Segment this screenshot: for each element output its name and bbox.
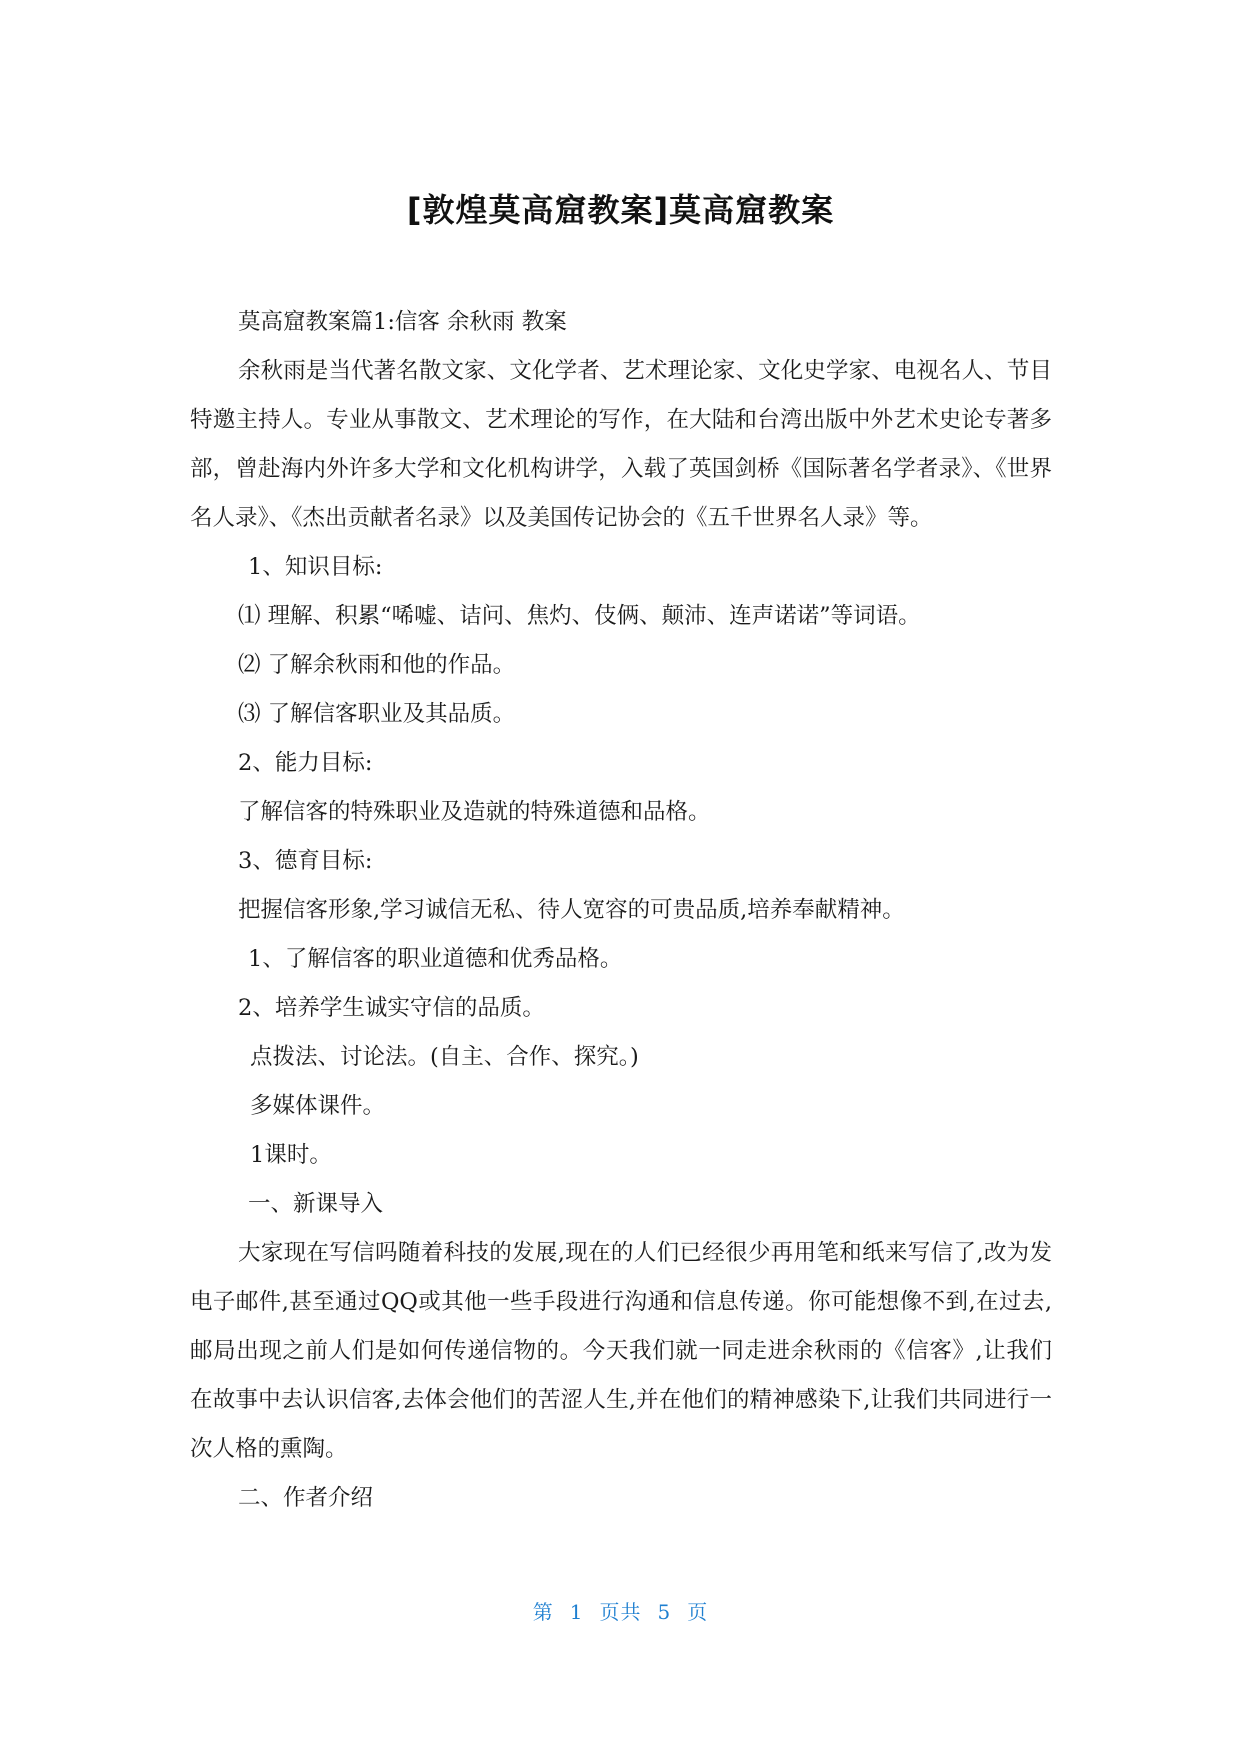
paragraph-duration: 1课时。 (250, 1142, 332, 1168)
paragraph-intro-text: 大家现在写信吗随着科技的发展,现在的人们已经很少再用笔和纸来写信了,改为发电子邮件,甚至通过QQ或其他一些手段进行沟通和信息传递。你可能想像不到,在过去,邮局出现之前人们是如何传递信物的。今天我们就一同走进余秋雨的《信客》,让我们在故事中去认识信客,去体会他们的苦涩人生,并在他们的精神感染下,让我们共同进行一次人格的熏陶。 (190, 1240, 1052, 1462)
paragraph-goal-item-2: ⑵ 了解余秋雨和他的作品。 (238, 652, 516, 678)
paragraph-moral-goal: 3、德育目标: (238, 848, 373, 874)
paragraph-ability-goal: 2、能力目标: (238, 750, 373, 776)
paragraph-goal-item-1: ⑴ 理解、积累“唏嘘、诘问、焦灼、伎俩、颠沛、连声诺诺”等词语。 (238, 603, 921, 629)
document-body (190, 298, 1052, 1523)
paragraph-intro-heading: 一、新课导入 (248, 1191, 384, 1217)
paragraph-knowledge-goal: 1、知识目标: (248, 554, 383, 580)
paragraph-key-point-2: 2、培养学生诚实守信的品质。 (238, 995, 545, 1021)
paragraph-materials: 多媒体课件。 (250, 1093, 386, 1119)
footer-total-pages: 5 (657, 1600, 672, 1624)
paragraph-goal-item-3: ⑶ 了解信客职业及其品质。 (238, 701, 516, 727)
footer-label-ye: 页 (687, 1600, 709, 1624)
paragraph-section-heading: 莫高窟教案篇1:信客 余秋雨 教案 (238, 309, 567, 335)
paragraph-moral-detail: 把握信客形象,学习诚信无私、待人宽容的可贵品质,培养奉献精神。 (238, 897, 905, 923)
paragraph-key-point-1: 1、了解信客的职业道德和优秀品格。 (248, 946, 623, 972)
page-footer (0, 1598, 1241, 1626)
footer-current-page: 1 (569, 1600, 584, 1624)
paragraph-method: 点拨法、讨论法。(自主、合作、探究。) (250, 1044, 639, 1070)
paragraph-author-bio: 余秋雨是当代著名散文家、文化学者、艺术理论家、文化史学家、电视名人、节目特邀主持人。专业从事散文、艺术理论的写作，在大陆和台湾出版中外艺术史论专著多部，曾赴海内外许多大学和文化机构讲学，入载了英国剑桥《国际著名学者录》、《世界名人录》、《杰出贡献者名录》以及美国传记协会的《五千世界名人录》等。 (190, 358, 1052, 531)
paragraph-ability-detail: 了解信客的特殊职业及造就的特殊道德和品格。 (238, 799, 711, 825)
paragraph-author-heading: 二、作者介绍 (238, 1485, 374, 1511)
document-title: [敦煌莫高窟教案]莫高窟教案 (406, 191, 835, 229)
footer-label-di: 第 (532, 1600, 554, 1624)
footer-label-ye-gong: 页共 (599, 1600, 642, 1624)
